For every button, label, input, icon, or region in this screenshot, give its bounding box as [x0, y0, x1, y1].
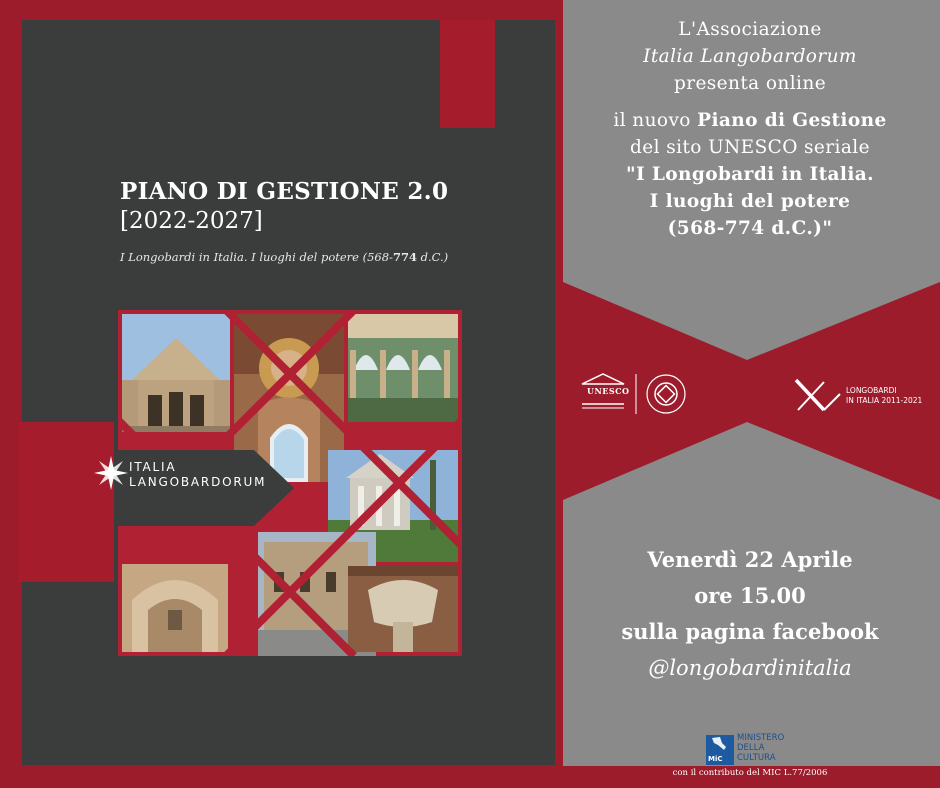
cover-red-strip-top — [440, 20, 495, 128]
event-location: sulla pagina facebook — [621, 619, 879, 644]
ministero-cultura-logo — [706, 733, 806, 767]
event-date: Venerdì 22 Aprile — [647, 547, 853, 572]
mic-emblem-icon — [706, 735, 734, 765]
unesco-wordmark: UNESCO — [587, 386, 630, 396]
longobardi-anniversary-text: LONGOBARDI IN ITALIA 2011-2021 — [846, 386, 923, 405]
photo-church-facade — [122, 314, 230, 432]
announcement-line-4: il nuovo Piano di Gestione — [613, 110, 887, 131]
star-cross-icon — [94, 456, 128, 490]
unesco-logo — [580, 372, 700, 417]
announcement-line-8: (568-774 d.C.)" — [667, 218, 833, 239]
cover-title: PIANO DI GESTIONE 2.0 — [120, 178, 449, 205]
event-time: ore 15.00 — [694, 583, 806, 608]
announcement-association: Italia Langobardorum — [643, 46, 857, 67]
italia-langobardorum-logo — [94, 452, 284, 522]
mic-badge-text: MiC — [708, 755, 723, 763]
announcement-line-1: L'Associazione — [678, 19, 822, 40]
book-cover — [22, 20, 555, 765]
ministry-name: MINISTERO DELLA CULTURA — [737, 733, 785, 763]
photo-cloister — [348, 314, 458, 422]
longobardi-anniversary-logo — [790, 376, 930, 416]
roman-ten-icon — [790, 378, 842, 412]
cover-years: [2022-2027] — [120, 208, 263, 234]
photo-relief — [122, 564, 228, 652]
announcement-line-7: I luoghi del potere — [649, 191, 851, 212]
event-details — [565, 542, 935, 686]
cover-subtitle: I Longobardi in Italia. I luoghi del potere (568-774 d.C.) — [120, 250, 449, 264]
facebook-handle: @longobardinitalia — [648, 656, 852, 680]
logo-wordmark: ITALIA LANGOBARDORUM — [129, 460, 267, 489]
italy-map-icon — [706, 735, 734, 753]
photo-capital — [348, 566, 458, 652]
announcement-line-5: del sito UNESCO seriale — [630, 137, 870, 158]
announcement-text — [565, 16, 935, 242]
contribution-note: con il contributo del MIC L.77/2006 — [672, 768, 828, 778]
announcement-line-6: "I Longobardi in Italia. — [625, 164, 875, 185]
announcement-line-3: presenta online — [673, 73, 827, 94]
